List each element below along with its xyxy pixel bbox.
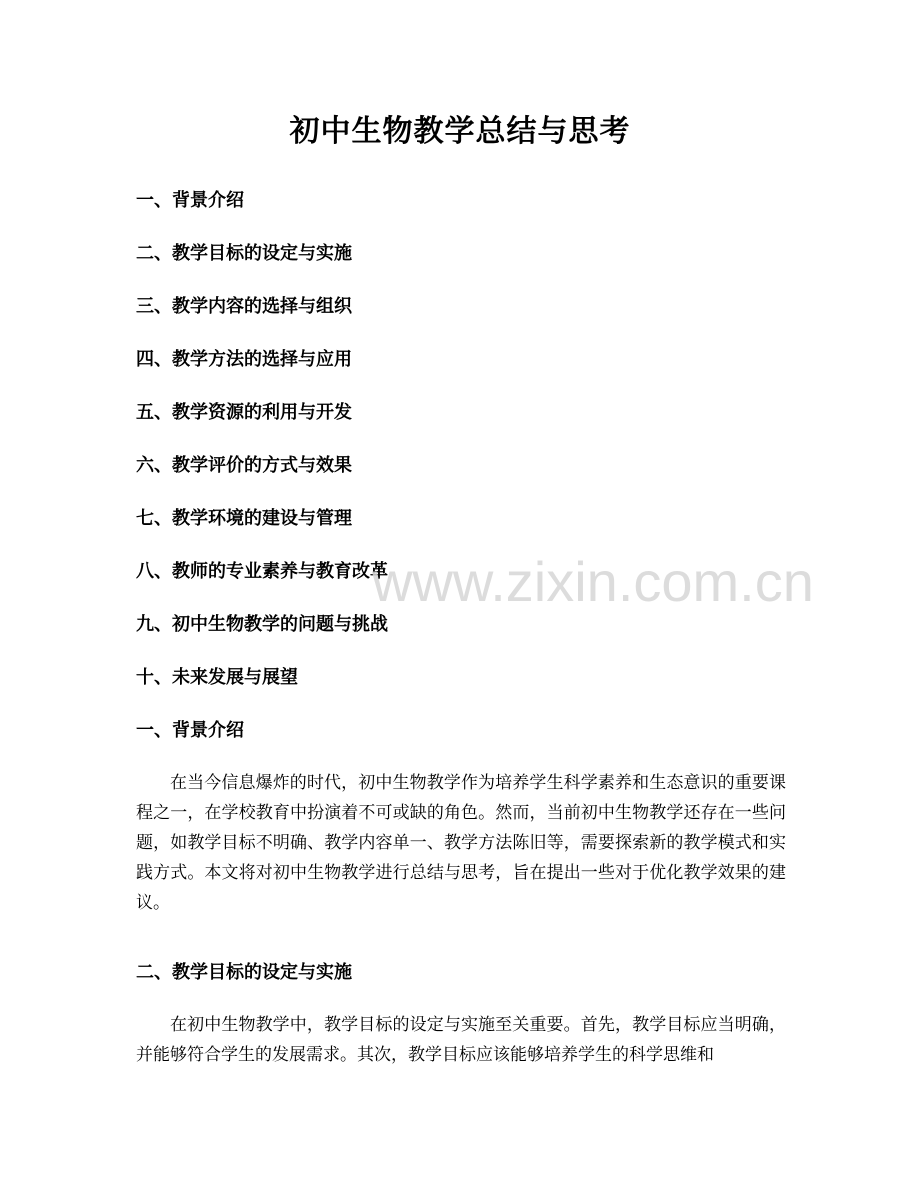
toc-item-5: 五、教学资源的利用与开发 — [136, 402, 352, 423]
toc-item-10: 十、未来发展与展望 — [136, 667, 298, 688]
document-title: 初中生物教学总结与思考 — [289, 114, 631, 149]
toc-item-2: 二、教学目标的设定与实施 — [136, 243, 352, 264]
toc-item-4: 四、教学方法的选择与应用 — [136, 349, 352, 370]
section-heading: 二、教学目标的设定与实施 — [136, 962, 352, 983]
toc-item-9: 九、初中生物教学的问题与挑战 — [136, 614, 388, 635]
section-paragraph: 在当今信息爆炸的时代，初中生物教学作为培养学生科学素养和生态意识的重要课程之一，在学校教育中扮演着不可或缺的角色。然而，当前初中生物教学还存在一些问题，如教学目标不明确、教学内容单一、教学方法陈旧等，需要探索新的教学模式和实践方式。本文将对初中生物教学进行总结与思考，旨在提出一些对于优化教学效果的建议。 — [136, 773, 786, 913]
table-of-contents — [136, 185, 814, 715]
watermark: www.zixin.com.cn — [372, 550, 814, 613]
toc-item-6: 六、教学评价的方式与效果 — [136, 455, 352, 476]
toc-item-7: 七、教学环境的建设与管理 — [136, 508, 352, 529]
section-teaching-goals — [136, 957, 786, 1070]
toc-item-1: 一、背景介绍 — [136, 190, 244, 211]
toc-item-3: 三、教学内容的选择与组织 — [136, 296, 352, 317]
section-background — [136, 715, 786, 918]
section-paragraph: 在初中生物教学中，教学目标的设定与实施至关重要。首先，教学目标应当明确，并能够符合学生的发展需求。其次，教学目标应该能够培养学生的科学思维和 — [136, 1015, 786, 1065]
section-heading: 一、背景介绍 — [136, 720, 244, 741]
toc-item-8: 八、教师的专业素养与教育改革 — [136, 561, 388, 582]
